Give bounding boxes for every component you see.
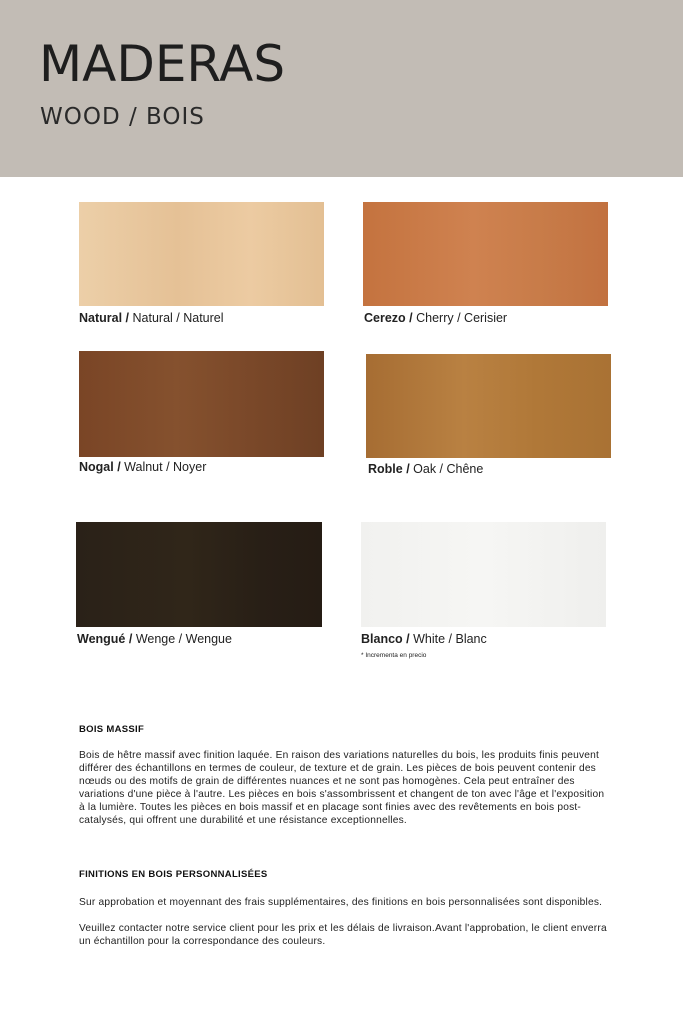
page-title: MADERAS — [39, 35, 286, 93]
swatch-natural — [79, 202, 324, 306]
swatch-caption-natural: Natural / Natural / Naturel — [79, 311, 224, 325]
swatch-name: Natural — [79, 311, 123, 325]
section-body-finitions-2: Veuillez contacter notre service client pour les prix et les délais de livraison.Avant l'approbation, le client enverra un échantillon pour la correspondance des couleurs. — [79, 923, 607, 947]
section-title-massif: BOIS MASSIF — [79, 724, 145, 735]
swatch-translations: Wenge / Wengue — [132, 632, 232, 646]
swatch-caption-oak: Roble / Oak / Chêne — [368, 462, 484, 476]
price-note: * Incrementa en precio — [361, 652, 427, 659]
swatch-name: Wengué — [77, 632, 126, 646]
swatch-translations: Walnut / Noyer — [120, 460, 207, 474]
swatch-name: Roble — [368, 462, 403, 476]
page-subtitle: WOOD / BOIS — [40, 104, 205, 130]
section-title-finitions: FINITIONS EN BOIS PERSONNALISÉES — [79, 869, 268, 880]
swatch-caption-cherry: Cerezo / Cherry / Cerisier — [364, 311, 508, 325]
swatch-cherry — [363, 202, 608, 306]
swatch-translations: Oak / Chêne — [409, 462, 484, 476]
section-body-finitions-1: Sur approbation et moyennant des frais supplémentaires, des finitions en bois personnalisées sont disponibles. — [79, 897, 603, 908]
section-body-massif: Bois de hêtre massif avec finition laquée. En raison des variations naturelles du bois, les produits finis peuvent différer des échantillons en termes de couleur, de texture et de grain. Les pièces de bois peuvent contenir des nœuds ou des motifs de grain de différentes nuances et ne sont pas homogènes. Cela peut entraîner des variations d'une pièce à l'autre. Les pièces en bois s'assombrissent et changent de ton avec l'âge et l'exposition à la lumière. Toutes les pièces en bois massif et en placage sont finies avec des revêtements en bois post-catalysés, qui offrent une durabilité et une résistance exceptionnelles. — [79, 750, 605, 826]
swatch-walnut — [79, 351, 324, 457]
swatch-caption-walnut: Nogal / Walnut / Noyer — [79, 460, 207, 474]
swatch-translations: White / Blanc — [409, 632, 487, 646]
swatch-oak — [366, 354, 611, 458]
swatch-caption-white: Blanco / White / Blanc — [361, 632, 487, 646]
swatch-translations: Natural / Naturel — [129, 311, 224, 325]
swatch-name: Blanco — [361, 632, 403, 646]
swatch-wenge — [76, 522, 322, 627]
swatch-translations: Cherry / Cerisier — [412, 311, 508, 325]
swatch-name: Nogal — [79, 460, 114, 474]
swatch-caption-wenge: Wengué / Wenge / Wengue — [77, 632, 232, 646]
header-banner — [0, 0, 683, 177]
swatch-white — [361, 522, 606, 627]
swatch-name: Cerezo — [364, 311, 406, 325]
